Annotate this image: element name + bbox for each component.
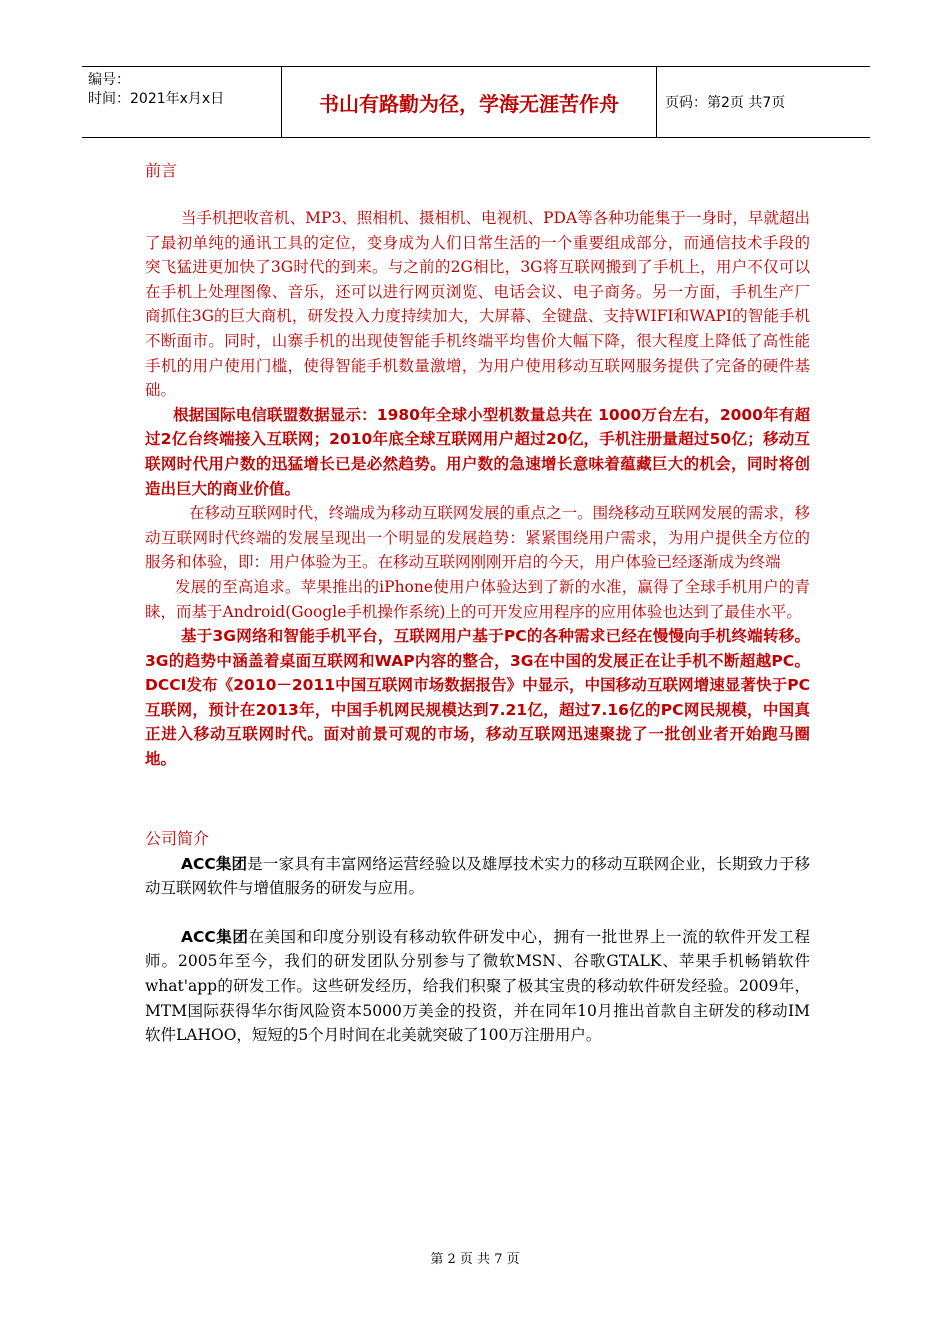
preface-paragraph-2: 根据国际电信联盟数据显示：1980年全球小型机数量总共在 1000万台左右，2000年有超过2亿台终端接入互联网；2010年底全球互联网用户超过20亿，手机注册量超过50亿；移动互联网时代用户数的迅猛增长已是必然趋势。用户数的急速增长意味着蕴藏巨大的机会，同时将创造出巨大的商业价值。: [145, 405, 810, 498]
preface-paragraph-1: 当手机把收音机、MP3、照相机、摄相机、电视机、PDA等各种功能集于一身时，早就超出了最初单纯的通讯工具的定位，变身成为人们日常生活的一个重要组成部分，而通信技术手段的突飞猛进更加快了3G时代的到来。与之前的2G相比，3G将互联网搬到了手机上，用户不仅可以在手机上处理图像、音乐，还可以进行网页浏览、电话会议、电子商务。另一方面，手机生产厂商抓住3G的巨大商机，研发投入力度持续加大，大屏幕、全键盘、支持WIFI和WAPI的智能手机不断面市。同时，山寨手机的出现使智能手机终端平均售价大幅下降，很大程度上降低了高性能手机的用户使用门槛，使得智能手机数量激增，为用户使用移动互联网服务提供了完备的硬件基础。: [145, 209, 810, 400]
preface-paragraph-5: 基于3G网络和智能手机平台，互联网用户基于PC的各种需求已经在慢慢向手机终端转移。3G的趋势中涵盖着桌面互联网和WAP内容的整合，3G在中国的发展正在让手机不断超越PC。DCCI发布《2010－2011中国互联网市场数据报告》中显示，中国移动互联网增速显著快于PC互联网，预计在2013年，中国手机网民规模达到7.21亿，超过7.16亿的PC网民规模，中国真正进入移动互联网时代。面对前景可观的市场，移动互联网迅速聚拢了一批创业者开始跑马圈地。: [145, 627, 810, 769]
company-paragraph-1: [145, 852, 810, 901]
preface-paragraph-3: 在移动互联网时代，终端成为移动互联网发展的重点之一。围绕移动互联网发展的需求，移动互联网时代终端的发展呈现出一个明显的发展趋势：紧紧围绕用户需求，为用户提供全方位的服务和体验，即：用户体验为王。在移动互联网刚刚开启的今天，用户体验已经逐渐成为终端: [145, 504, 810, 572]
company-heading: 公司简介: [145, 828, 210, 848]
document-number-label: 编号：: [88, 72, 130, 88]
header-meta-cell: [82, 67, 282, 137]
page-footer: 第 2 页 共 7 页: [430, 1252, 520, 1267]
company-paragraph-1-text: 是一家具有丰富网络运营经验以及雄厚技术实力的移动互联网企业，长期致力于移动互联网软件与增值服务的研发与应用。: [145, 854, 810, 898]
preface-paragraph-4: 发展的至高追求。苹果推出的iPhone使用户体验达到了新的水准，赢得了全球手机用户的青睐，而基于Android(Google手机操作系统)上的可开发应用程序的应用体验也达到了最佳水平。: [145, 577, 810, 621]
company-name: ACC集团: [181, 927, 249, 946]
company-name: ACC集团: [181, 854, 248, 873]
company-paragraph-2: [145, 925, 810, 1048]
preface-heading: 前言: [145, 161, 178, 180]
document-date-label: 时间：2021年x月x日: [88, 91, 225, 107]
document-body: [145, 158, 810, 1048]
company-paragraph-2-text: 在美国和印度分别设有移动软件研发中心，拥有一批世界上一流的软件开发工程师。2005年至今，我们的研发团队分别参与了微软MSN、谷歌GTALK、苹果手机畅销软件what'app的研发工作。这些研发经历，给我们积聚了极其宝贵的移动软件研发经验。2009年，MTM国际获得华尔街风险资本5000万美金的投资，并在同年10月推出首款自主研发的移动IM软件LAHOO，短短的5个月时间在北美就突破了100万注册用户。: [145, 927, 810, 1045]
header-page-info: 页码：第2页 共7页: [665, 95, 786, 111]
header-motto: 书山有路勤为径，学海无涯苦作舟: [282, 67, 657, 137]
document-header: [82, 66, 870, 138]
